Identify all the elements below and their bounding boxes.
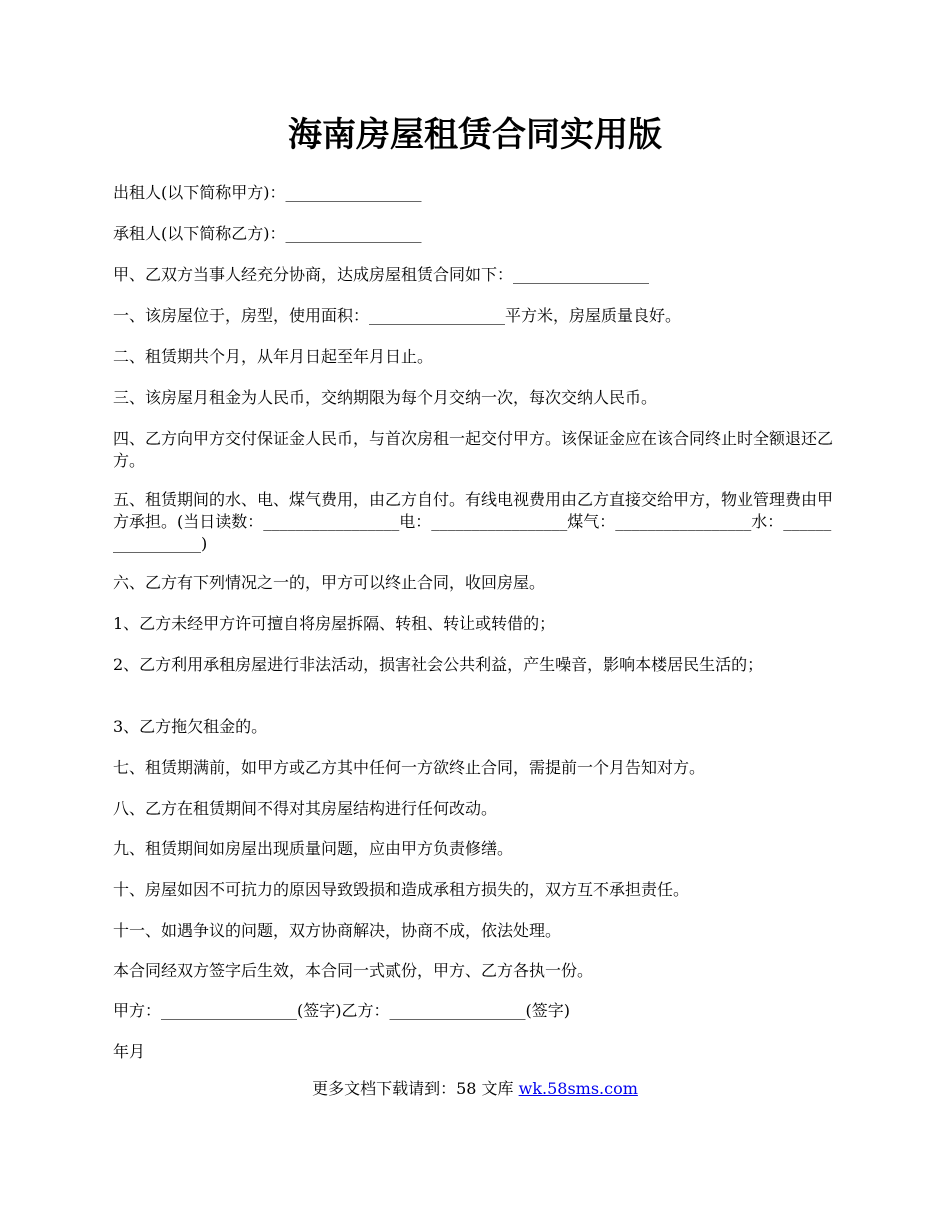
paragraph-lessee: 承租人(以下简称乙方)：_________________ (113, 224, 422, 243)
paragraph-clause-6: 六、乙方有下列情况之一的，甲方可以终止合同，收回房屋。 (113, 573, 546, 592)
document-title: 海南房屋租赁合同实用版 (288, 115, 662, 155)
paragraph-clause-7: 七、租赁期满前，如甲方或乙方其中任何一方欲终止合同，需提前一个月告知对方。 (113, 758, 706, 777)
footer (0, 1078, 950, 1100)
paragraph-intro: 甲、乙双方当事人经充分协商，达成房屋租赁合同如下：_________________ (113, 265, 650, 284)
paragraph-date: 年月 (113, 1042, 146, 1061)
paragraph-item-1: 1、乙方未经甲方许可擅自将房屋拆隔、转租、转让或转借的； (113, 614, 556, 633)
paragraph-clause-5: 五、租赁期间的水、电、煤气费用，由乙方自付。有线电视费用由乙方直接交给甲方，物业管理费由甲方承担。(当日读数：_________________电：_________________煤气：_________________水：_________________) (113, 490, 834, 553)
footer-text: 更多文档下载请到：58 文库 (312, 1079, 519, 1098)
paragraph-clause-10: 十、房屋如因不可抗力的原因导致毁损和造成承租方损失的，双方互不承担责任。 (113, 880, 690, 899)
paragraph-item-3: 3、乙方拖欠租金的。 (113, 717, 268, 736)
paragraph-effective: 本合同经双方签字后生效，本合同一式贰份，甲方、乙方各执一份。 (113, 961, 594, 980)
paragraph-clause-9: 九、租赁期间如房屋出现质量问题，应由甲方负责修缮。 (113, 839, 514, 858)
footer-link[interactable]: wk.58sms.com (518, 1079, 638, 1098)
paragraph-clause-8: 八、乙方在租赁期间不得对其房屋结构进行任何改动。 (113, 799, 498, 818)
paragraph-signatures: 甲方：_________________(签字)乙方：_________________(签字) (113, 1001, 570, 1020)
paragraph-clause-3: 三、该房屋月租金为人民币，交纳期限为每个月交纳一次，每次交纳人民币。 (113, 388, 658, 407)
paragraph-clause-4: 四、乙方向甲方交付保证金人民币，与首次房租一起交付甲方。该保证金应在该合同终止时全额退还乙方。 (113, 429, 834, 470)
paragraph-item-2: 2、乙方利用承租房屋进行非法活动，损害社会公共利益，产生噪音，影响本楼居民生活的； (113, 655, 764, 674)
paragraph-lessor: 出租人(以下简称甲方)：_________________ (113, 183, 422, 202)
paragraph-clause-1: 一、该房屋位于，房型，使用面积：_________________平方米，房屋质量良好。 (113, 306, 682, 325)
paragraph-clause-2: 二、租赁期共个月，从年月日起至年月日止。 (113, 347, 434, 366)
paragraph-clause-11: 十一、如遇争议的问题，双方协商解决，协商不成，依法处理。 (113, 921, 562, 940)
